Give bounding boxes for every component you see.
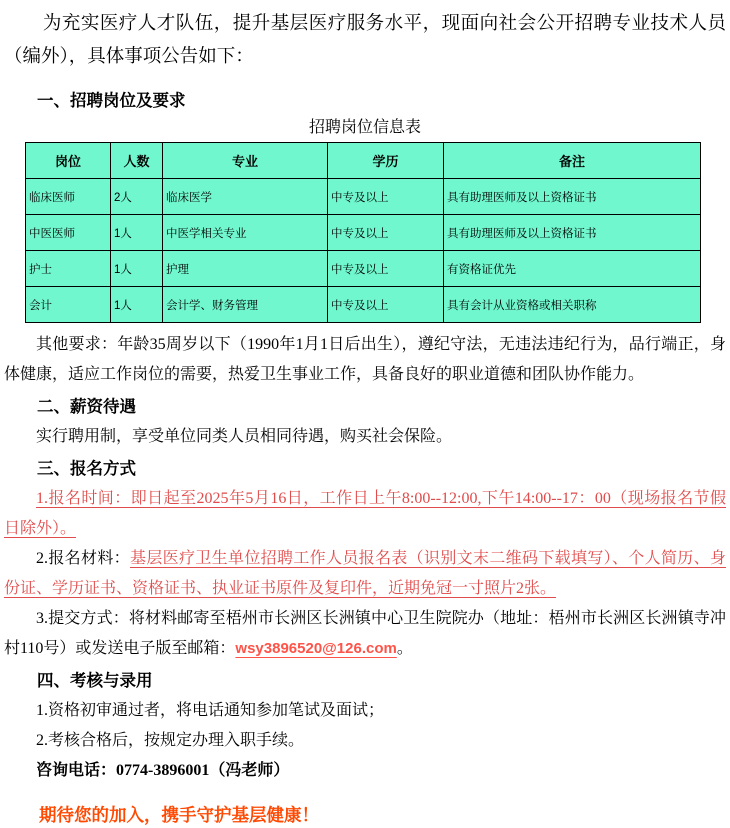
table-row [26,215,701,251]
cell-count: 1人 [111,287,163,323]
cell-education: 中专及以上 [328,287,444,323]
apply-time-paragraph [4,484,726,544]
cell-note: 有资格证优先 [444,251,701,287]
closing-slogan: 期待您的加入，携手守护基层健康！ [39,805,319,825]
recruitment-positions-table [25,142,701,323]
apply-materials-label: 2.报名材料： [36,550,130,567]
cell-count: 1人 [111,251,163,287]
salary-paragraph: 实行聘用制，享受单位同类人员相同待遇，购买社会保险。 [36,428,453,445]
section-heading-apply: 三、报名方式 [37,459,136,478]
cell-education: 中专及以上 [328,179,444,215]
intro-paragraph: 为充实医疗人才队伍，提升基层医疗服务水平，现面向社会公开招聘专业技术人员（编外），具体事项公告如下： [4,14,726,67]
cell-education: 中专及以上 [328,251,444,287]
section-heading-salary: 二、薪资待遇 [37,397,136,416]
cell-position: 会计 [26,287,111,323]
header-position: 岗位 [26,143,111,179]
cell-position: 护士 [26,251,111,287]
cell-major: 临床医学 [163,179,328,215]
assessment-item-1: 1.资格初审通过者，将电话通知参加笔试及面试； [36,702,385,719]
assessment-item-2: 2.考核合格后，按规定办理入职手续。 [36,732,305,749]
cell-education: 中专及以上 [328,215,444,251]
table-header-row [26,143,701,179]
cell-major: 会计学、财务管理 [163,287,328,323]
apply-time-red-text: 1.报名时间：即日起至2025年5月16日，工作日上午8:00--12:00,下午14:00--17：00（现场报名节假日除外）。 [4,490,726,537]
apply-submit-period: 。 [396,640,413,657]
cell-major: 中医学相关专业 [163,215,328,251]
cell-count: 1人 [111,215,163,251]
table-row [26,179,701,215]
cell-major: 护理 [163,251,328,287]
header-count: 人数 [111,143,163,179]
header-note: 备注 [444,143,701,179]
cell-position: 临床医师 [26,179,111,215]
email-link[interactable]: wsy3896520@126.com [235,640,397,657]
apply-materials-red-text: 基层医疗卫生单位招聘工作人员报名表（识别文末二维码下载填写）、个人简历、身份证、学历证书、资格证书、执业证书原件及复印件，近期免冠一寸照片2张。 [4,550,726,597]
apply-submit-paragraph [4,604,726,664]
cell-position: 中医医师 [26,215,111,251]
apply-materials-paragraph [4,544,726,604]
cell-note: 具有助理医师及以上资格证书 [444,215,701,251]
apply-submit-text: 3.提交方式：将材料邮寄至梧州市长洲区长洲镇中心卫生院院办（地址：梧州市长洲区长洲镇寺冲村110号）或发送电子版至邮箱： [4,610,726,657]
header-education: 学历 [328,143,444,179]
table-row [26,251,701,287]
header-major: 专业 [163,143,328,179]
cell-count: 2人 [111,179,163,215]
table-title: 招聘岗位信息表 [308,119,421,136]
other-requirements: 其他要求：年龄35周岁以下（1990年1月1日后出生），遵纪守法，无违法违纪行为，品行端正，身体健康，适应工作岗位的需要，热爱卫生事业工作，具备良好的职业道德和团队协作能力。 [4,336,726,383]
section-heading-positions: 一、招聘岗位及要求 [37,91,186,110]
section-heading-assessment: 四、考核与录用 [37,671,153,690]
contact-phone: 咨询电话：0774-3896001（冯老师） [36,762,290,779]
table-row [26,287,701,323]
cell-note: 具有会计从业资格或相关职称 [444,287,701,323]
cell-note: 具有助理医师及以上资格证书 [444,179,701,215]
